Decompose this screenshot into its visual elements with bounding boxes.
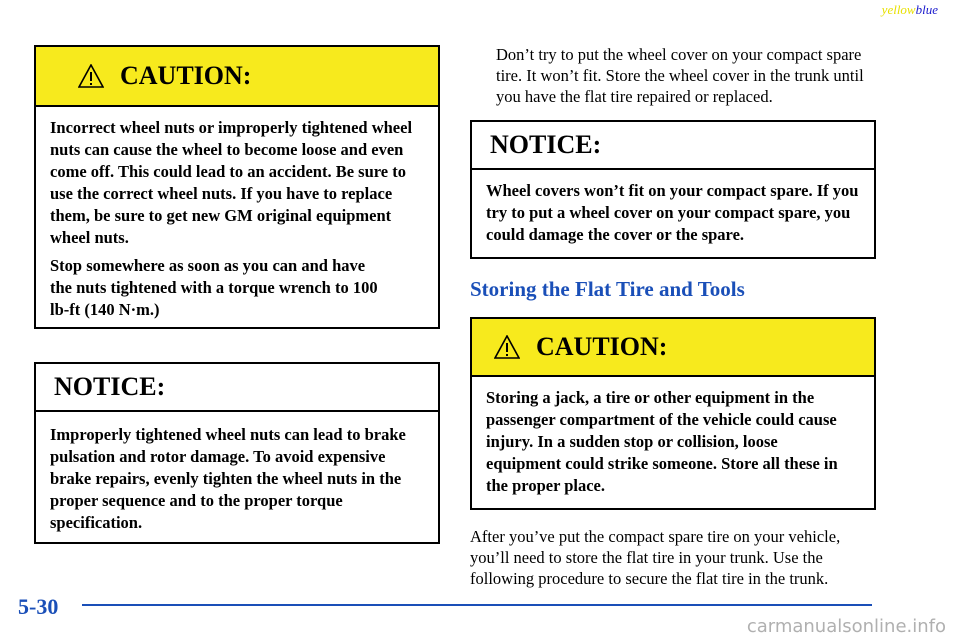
corner-tag-yellow: yellow xyxy=(881,2,916,17)
left-caution-header xyxy=(36,47,438,107)
left-notice-paragraph-1: Improperly tightened wheel nuts can lead to brake pulsation and rotor damage. To avoid expensive brake repairs, evenly tighten the wheel nuts in the proper sequence and to the proper torque specification. xyxy=(50,425,406,532)
right-notice-body xyxy=(472,170,874,246)
corner-tag-blue: blue xyxy=(915,2,938,17)
right-outro-text: After you’ve put the compact spare tire on your vehicle, you’ll need to store the flat tire in your trunk. Use the following procedure to secure the flat tire in the trunk. xyxy=(470,527,841,588)
right-notice-box xyxy=(470,120,876,259)
right-caution-paragraph-1: Storing a jack, a tire or other equipment in the passenger compartment of the vehicle could cause injury. In a sudden stop or collision, loose equipment could strike someone. Store all these in the proper place. xyxy=(486,388,838,495)
section-heading: Storing the Flat Tire and Tools xyxy=(470,277,745,301)
right-caution-body xyxy=(472,377,874,497)
right-caution-title: CAUTION: xyxy=(536,332,668,361)
left-caution-paragraph-1: Incorrect wheel nuts or improperly tightened wheel nuts can cause the wheel to become loose and even come off. This could lead to an accident. Be sure to use the correct wheel nuts. If you have to replace them, be sure to get new GM original equipment wheel nuts. xyxy=(50,118,413,247)
footer-rule xyxy=(82,604,872,606)
right-notice-paragraph-1: Wheel covers won’t fit on your compact spare. If you try to put a wheel cover on your compact spare, you could damage the cover or the spare. xyxy=(486,181,859,244)
left-caution-body xyxy=(36,107,438,321)
right-notice-title: NOTICE: xyxy=(490,130,602,159)
left-notice-header xyxy=(36,364,438,412)
left-caution-box xyxy=(34,45,440,329)
warning-triangle-icon xyxy=(78,64,104,88)
left-notice-box xyxy=(34,362,440,544)
left-notice-title: NOTICE: xyxy=(54,372,166,401)
warning-triangle-icon xyxy=(494,335,520,359)
corner-tag xyxy=(882,2,938,18)
right-notice-header xyxy=(472,122,874,170)
left-caution-title: CAUTION: xyxy=(120,61,252,90)
watermark: carmanualsonline.info xyxy=(746,616,946,637)
right-intro-text: Don’t try to put the wheel cover on your compact spare tire. It won’t fit. Store the wheel cover in the trunk until you have the flat tire repaired or replaced. xyxy=(496,45,864,106)
right-caution-box xyxy=(470,317,876,510)
right-caution-header xyxy=(472,319,874,377)
page-number: 5-30 xyxy=(18,594,59,619)
left-notice-body xyxy=(36,412,438,534)
left-caution-paragraph-2: Stop somewhere as soon as you can and have the nuts tightened with a torque wrench to 100 lb-ft (140 N·m.) xyxy=(50,256,378,319)
